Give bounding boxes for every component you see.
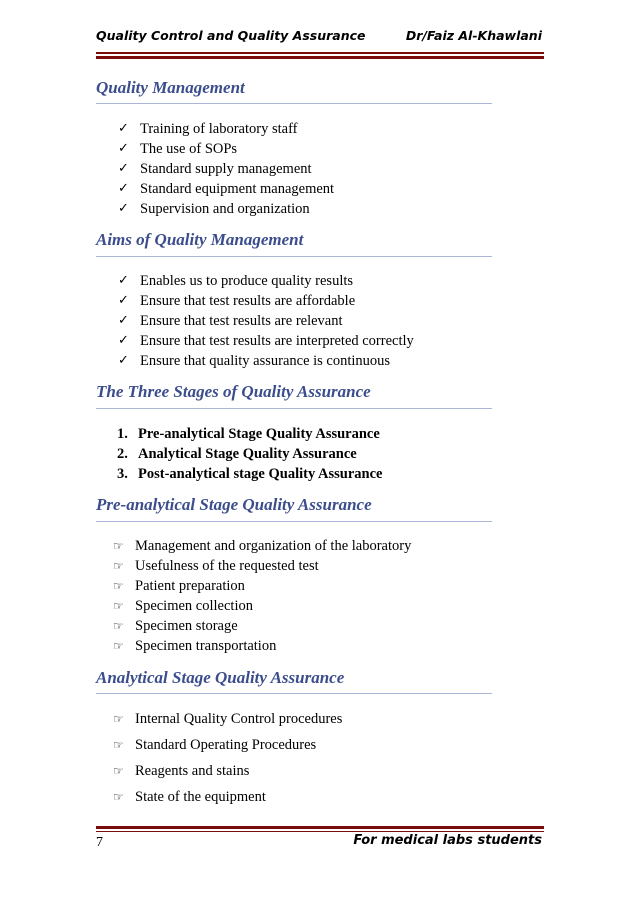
check-icon: ✓ [118, 121, 129, 136]
check-icon: ✓ [118, 161, 129, 176]
pointing-hand-icon: ☞ [113, 539, 124, 553]
check-icon: ✓ [118, 313, 129, 328]
page-header [96, 28, 542, 48]
section-title-analytical: Analytical Stage Quality Assurance [96, 668, 345, 687]
pointing-hand-icon: ☞ [113, 599, 124, 613]
pointing-hand-icon: ☞ [113, 764, 124, 778]
pointing-hand-icon: ☞ [113, 619, 124, 633]
section-title-quality-management: Quality Management [96, 78, 245, 97]
section-rule [96, 521, 492, 522]
footer-divider-thick [96, 826, 544, 829]
header-author: Dr/Faiz Al-Khawlani [405, 28, 542, 43]
header-divider [96, 52, 544, 54]
section-rule [96, 256, 492, 257]
footer-divider [96, 831, 544, 832]
section-title-three-stages: The Three Stages of Quality Assurance [96, 382, 371, 401]
pointing-hand-icon: ☞ [113, 559, 124, 573]
page-number: 7 [96, 835, 103, 850]
pointing-hand-icon: ☞ [113, 579, 124, 593]
section-rule [96, 408, 492, 409]
check-icon: ✓ [118, 201, 129, 216]
check-icon: ✓ [118, 353, 129, 368]
section-title-aims: Aims of Quality Management [96, 230, 304, 249]
pointing-hand-icon: ☞ [113, 790, 124, 804]
check-icon: ✓ [118, 333, 129, 348]
header-title: Quality Control and Quality Assurance [96, 28, 366, 43]
pointing-hand-icon: ☞ [113, 738, 124, 752]
pointing-hand-icon: ☞ [113, 639, 124, 653]
check-icon: ✓ [118, 293, 129, 308]
header-divider-thick [96, 56, 544, 59]
pointing-hand-icon: ☞ [113, 712, 124, 726]
section-rule [96, 693, 492, 694]
check-icon: ✓ [118, 141, 129, 156]
check-icon: ✓ [118, 181, 129, 196]
check-icon: ✓ [118, 273, 129, 288]
section-title-pre-analytical: Pre-analytical Stage Quality Assurance [96, 495, 372, 514]
footer-audience: For medical labs students [353, 833, 542, 848]
section-rule [96, 103, 492, 104]
